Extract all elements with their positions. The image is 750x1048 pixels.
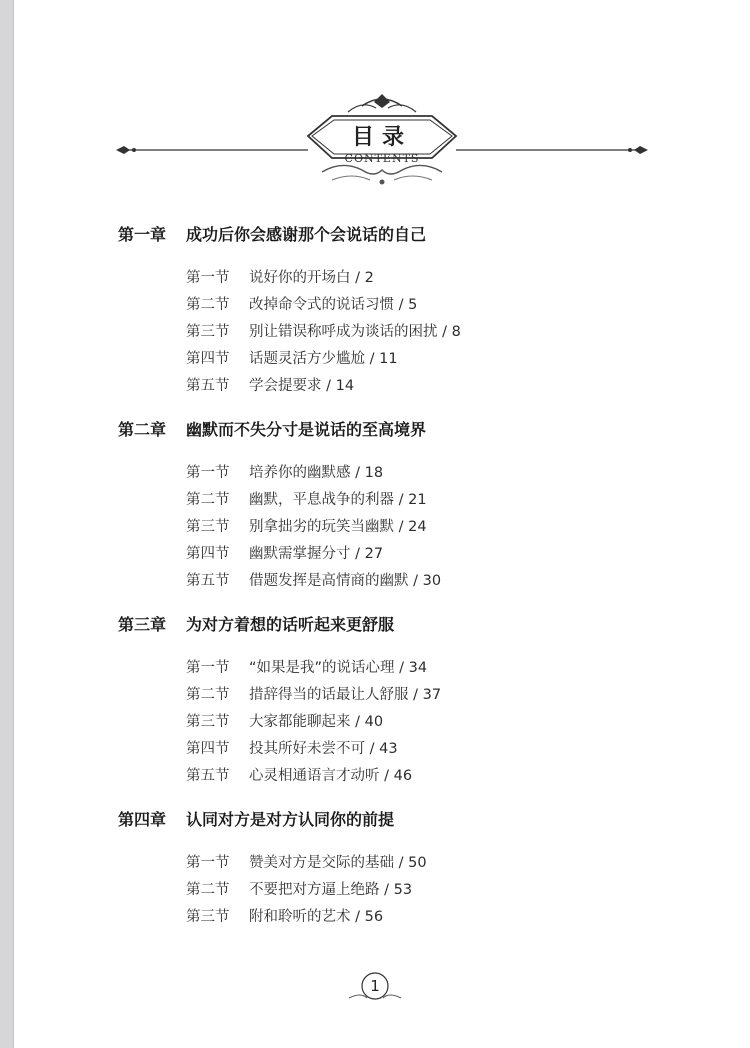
section-number: 第三节 [186, 714, 230, 730]
section-title: 培养你的幽默感 / 18 [249, 465, 384, 481]
chapter-title: 成功后你会感谢那个会说话的自己 [186, 225, 427, 244]
chapter-heading[interactable] [118, 807, 678, 837]
section-number: 第三节 [186, 519, 230, 535]
table-of-contents [118, 222, 678, 948]
section-entry[interactable] [118, 347, 678, 374]
section-entry[interactable] [118, 683, 678, 710]
section-entry[interactable] [118, 488, 678, 515]
section-title: 说好你的开场白 / 2 [249, 270, 374, 286]
chapter-number: 第四章 [118, 810, 167, 829]
section-number: 第四节 [186, 546, 230, 562]
section-number: 第四节 [186, 351, 230, 367]
section-list [118, 656, 678, 791]
section-list [118, 851, 678, 932]
section-number: 第五节 [186, 768, 230, 784]
section-title: 幽默，平息战争的利器 / 21 [249, 492, 427, 508]
chapter-4 [118, 807, 678, 932]
section-entry[interactable] [118, 293, 678, 320]
section-number: 第二节 [186, 687, 230, 703]
section-entry[interactable] [118, 905, 678, 932]
section-title: 别拿拙劣的玩笑当幽默 / 24 [249, 519, 427, 535]
section-title: 投其所好未尝不可 / 43 [249, 741, 398, 757]
section-title: 借题发挥是高情商的幽默 / 30 [249, 573, 442, 589]
section-entry[interactable] [118, 515, 678, 542]
section-number: 第四节 [186, 741, 230, 757]
section-entry[interactable] [118, 737, 678, 764]
book-spine-edge [0, 0, 14, 1048]
section-number: 第二节 [186, 492, 230, 508]
chapter-number: 第三章 [118, 615, 167, 634]
section-number: 第一节 [186, 855, 230, 871]
section-title: 赞美对方是交际的基础 / 50 [249, 855, 427, 871]
page-number-badge [345, 968, 405, 1008]
contents-title: 目录 [351, 125, 412, 150]
chapter-number: 第二章 [118, 420, 167, 439]
section-entry[interactable] [118, 461, 678, 488]
section-number: 第二节 [186, 297, 230, 313]
contents-header [112, 92, 652, 192]
chapter-title: 为对方着想的话听起来更舒服 [186, 615, 395, 634]
chapter-heading[interactable] [118, 417, 678, 447]
section-list [118, 461, 678, 596]
section-entry[interactable] [118, 266, 678, 293]
section-number: 第一节 [186, 270, 230, 286]
chapter-2 [118, 417, 678, 596]
section-number: 第三节 [186, 909, 230, 925]
page-number: 1 [370, 977, 380, 995]
section-title: 幽默需掌握分寸 / 27 [249, 546, 384, 562]
section-entry[interactable] [118, 656, 678, 683]
section-title: 改掉命令式的说话习惯 / 5 [249, 297, 418, 313]
section-number: 第五节 [186, 378, 230, 394]
section-entry[interactable] [118, 542, 678, 569]
section-entry[interactable] [118, 878, 678, 905]
chapter-heading[interactable] [118, 612, 678, 642]
section-title: 别让错误称呼成为谈话的困扰 / 8 [249, 324, 461, 340]
section-title: 心灵相通语言才动听 / 46 [249, 768, 413, 784]
section-number: 第三节 [186, 324, 230, 340]
section-entry[interactable] [118, 374, 678, 401]
section-number: 第二节 [186, 882, 230, 898]
section-title: 附和聆听的艺术 / 56 [249, 909, 384, 925]
section-title: 话题灵活方少尴尬 / 11 [249, 351, 398, 367]
contents-subtitle: CONTENTS [344, 152, 420, 165]
section-title: 措辞得当的话最让人舒服 / 37 [249, 687, 442, 703]
section-entry[interactable] [118, 569, 678, 596]
section-entry[interactable] [118, 320, 678, 347]
section-entry[interactable] [118, 851, 678, 878]
chapter-title: 认同对方是对方认同你的前提 [186, 810, 395, 829]
section-list [118, 266, 678, 401]
section-number: 第一节 [186, 660, 230, 676]
chapter-heading[interactable] [118, 222, 678, 252]
chapter-1 [118, 222, 678, 401]
section-title: 学会提要求 / 14 [249, 378, 355, 394]
section-entry[interactable] [118, 710, 678, 737]
section-number: 第一节 [186, 465, 230, 481]
chapter-title: 幽默而不失分寸是说话的至高境界 [186, 420, 427, 439]
section-number: 第五节 [186, 573, 230, 589]
chapter-3 [118, 612, 678, 791]
section-title: 大家都能聊起来 / 40 [249, 714, 384, 730]
section-entry[interactable] [118, 764, 678, 791]
chapter-number: 第一章 [118, 225, 167, 244]
section-title: “如果是我”的说话心理 / 34 [249, 660, 428, 676]
section-title: 不要把对方逼上绝路 / 53 [249, 882, 413, 898]
